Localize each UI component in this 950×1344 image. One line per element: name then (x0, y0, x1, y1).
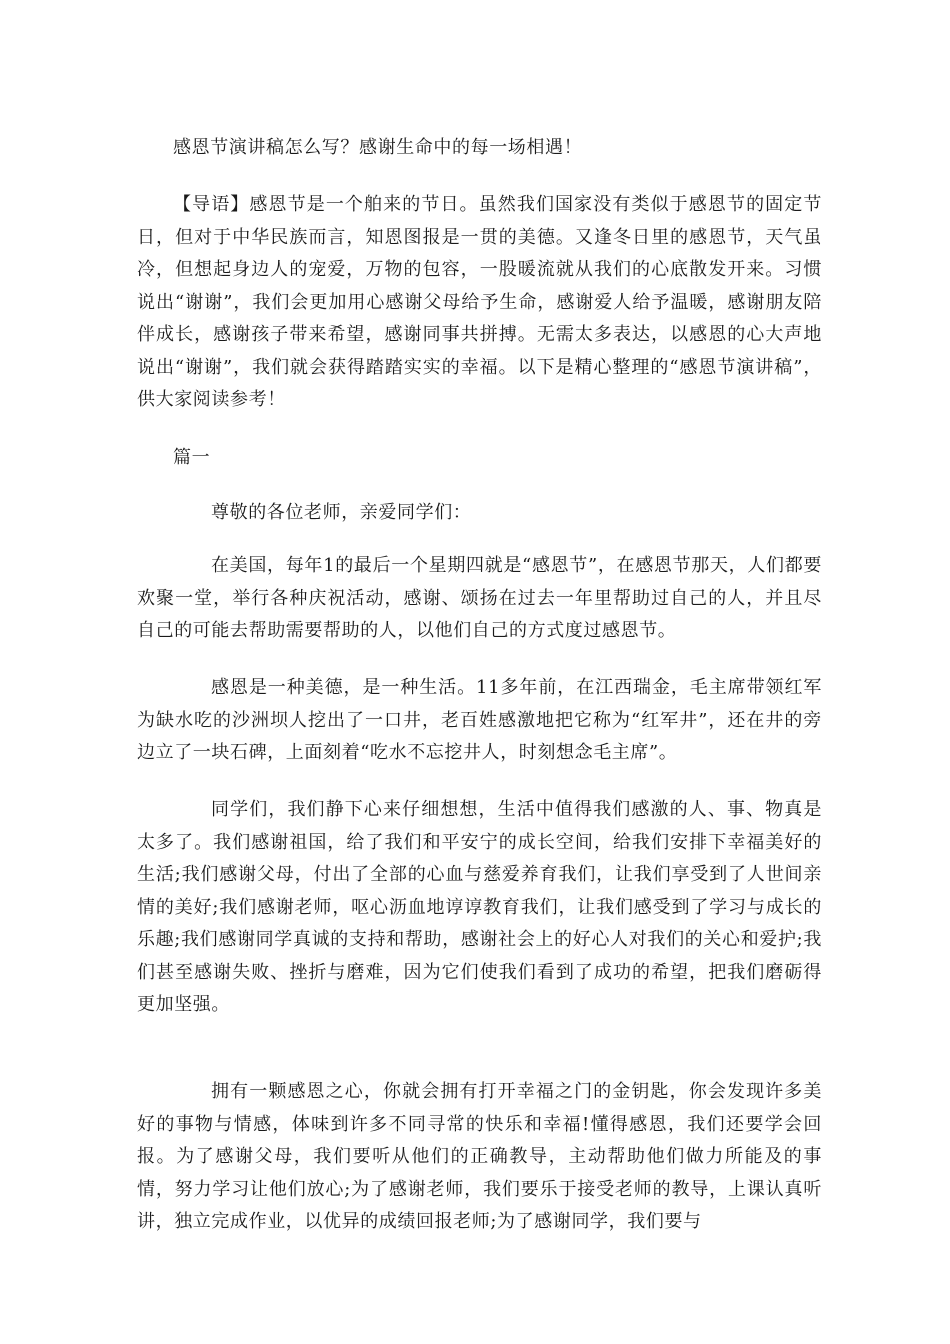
body-paragraph-3: 同学们，我们静下心来仔细想想，生活中值得我们感激的人、事、物真是太多了。我们感谢祖国，给了我们和平安宁的成长空间，给我们安排下幸福美好的生活;我们感谢父母，付出了全部的心血与慈爱养育我们，让我们享受到了人世间亲情的美好;我们感谢老师，呕心沥血地谆谆教育我们，让我们感受到了学习与成长的乐趣;我们感谢同学真诚的支持和帮助，感谢社会上的好心人对我们的关心和爱护;我们甚至感谢失败、挫折与磨难，因为它们使我们看到了成功的希望，把我们磨砺得更加坚强。 (137, 799, 822, 1015)
intro-paragraph: 【导语】感恩节是一个舶来的节日。虽然我们国家没有类似于感恩节的固定节日，但对于中华民族而言，知恩图报是一贯的美德。又逢冬日里的感恩节，天气虽冷，但想起身边人的宠爱，万物的包容，一股暖流就从我们的心底散发开来。习惯说出“谢谢”，我们会更加用心感谢父母给予生命，感谢爱人给予温暖，感谢朋友陪伴成长，感谢孩子带来希望，感谢同事共拼搏。无需太多表达，以感恩的心大声地说出“谢谢”，我们就会获得踏踏实实的幸福。以下是精心整理的“感恩节演讲稿”，供大家阅读参考！ (137, 194, 822, 410)
body-paragraph-2: 感恩是一种美德，是一种生活。11多年前，在江西瑞金，毛主席带领红军为缺水吃的沙洲坝人挖出了一口井，老百姓感激地把它称为“红军井”，还在井的旁边立了一块石碑，上面刻着“吃水不忘挖井人，时刻想念毛主席”。 (137, 677, 822, 763)
section-heading: 篇一 (173, 447, 211, 468)
body-paragraph-1: 在美国，每年1的最后一个星期四就是“感恩节”，在感恩节那天，人们都要欢聚一堂，举行各种庆祝活动，感谢、颂扬在过去一年里帮助过自己的人，并且尽自己的可能去帮助需要帮助的人，以他们自己的方式度过感恩节。 (137, 555, 822, 641)
page-title: 感恩节演讲稿怎么写？感谢生命中的每一场相遇！ (173, 137, 583, 158)
body-paragraph-4: 拥有一颗感恩之心，你就会拥有打开幸福之门的金钥匙，你会发现许多美好的事物与情感，体味到许多不同寻常的快乐和幸福!懂得感恩，我们还要学会回报。为了感谢父母，我们要听从他们的正确教导，主动帮助他们做力所能及的事情，努力学习让他们放心;为了感谢老师，我们要乐于接受老师的教导，上课认真听讲，独立完成作业，以优异的成绩回报老师;为了感谢同学，我们要与 (137, 1081, 822, 1232)
salutation: 尊敬的各位老师，亲爱同学们： (211, 502, 472, 523)
